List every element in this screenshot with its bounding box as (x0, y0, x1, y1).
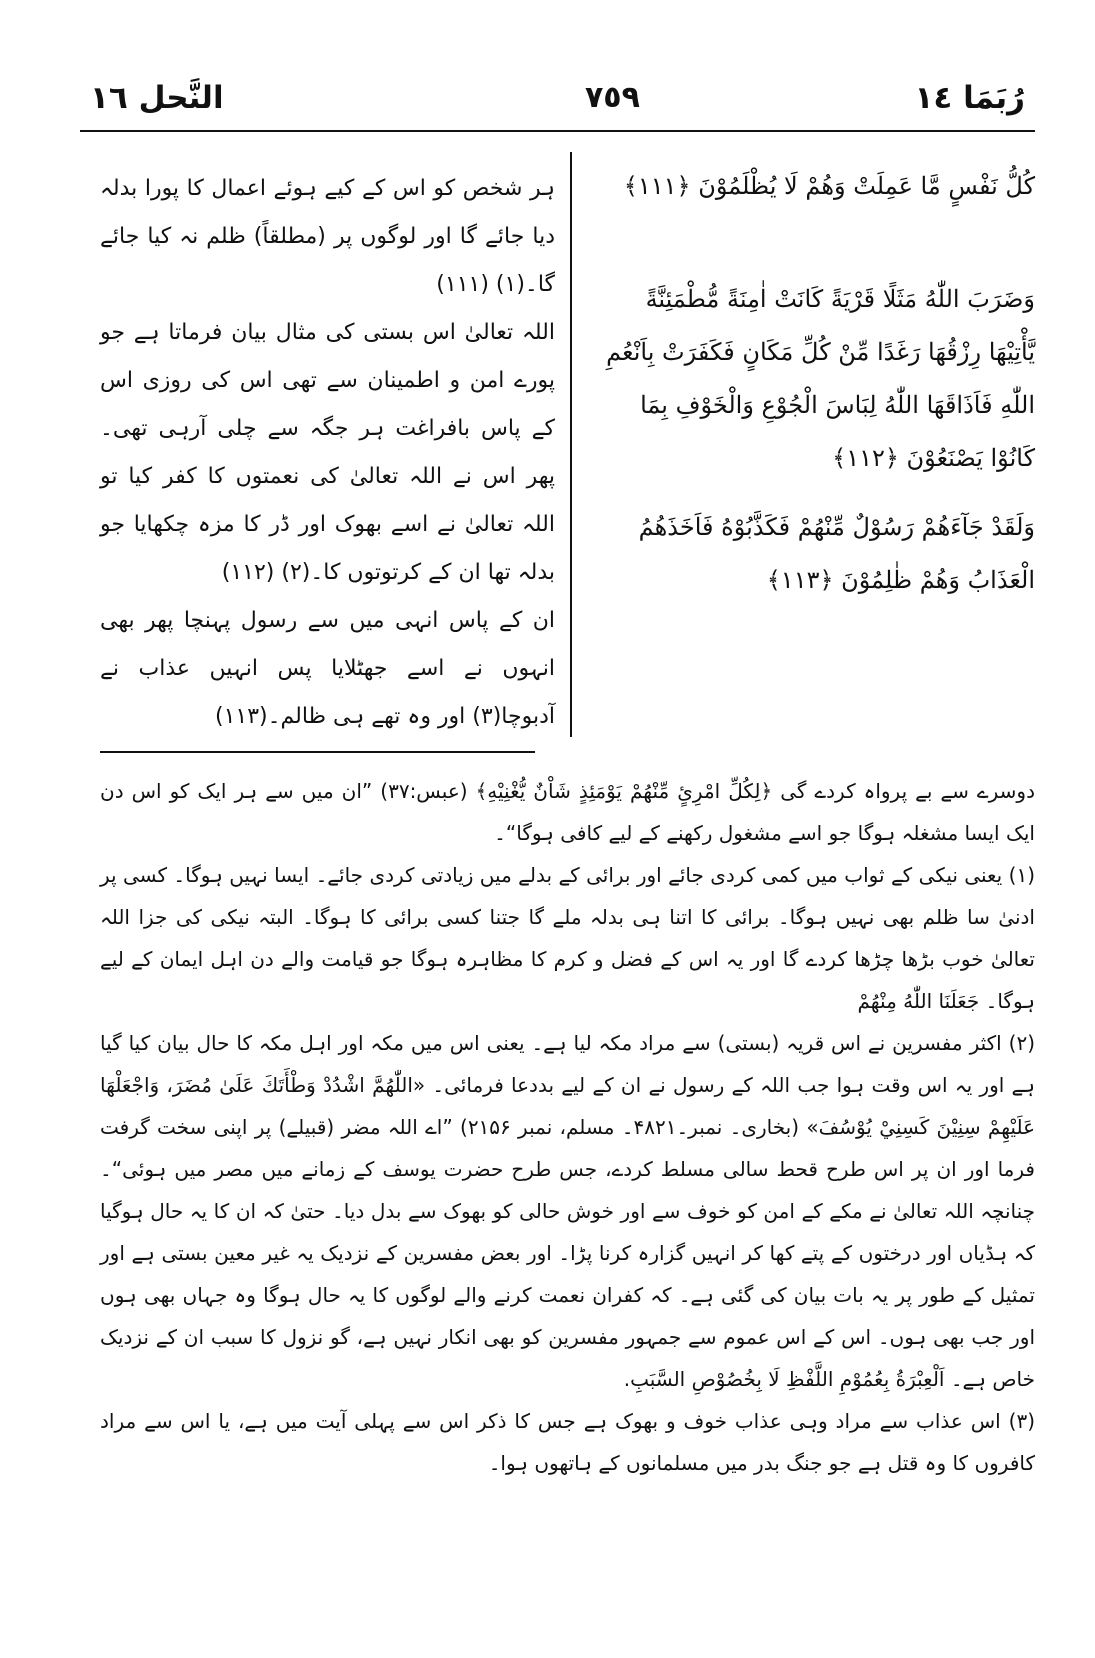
verse-112-translation: اللہ تعالیٰ اس بستی کی مثال بیان فرماتا ہے جو پورے امن و اطمینان سے تھی اس کی روزی اس کے پاس بافراغت ہر جگہ سے چلی آرہی تھی۔ پھر اس نے اللہ تعالیٰ کی نعمتوں کا کفر کیا تو اللہ تعالیٰ نے اسے بھوک اور ڈر کا مزہ چکھایا جو بدلہ تھا ان کے کرتوتوں کا۔(۲) (۱۱۲) (100, 320, 555, 585)
verse-113-translation: ان کے پاس انہی میں سے رسول پہنچا پھر بھی انہوں نے اسے جھٹلایا پس انہیں عذاب نے آدبوچا(۳) اور وہ تھے ہی ظالم۔(۱۱۳) (100, 608, 555, 729)
verse-111-arabic: كُلُّ نَفْسٍ مَّا عَمِلَتْ وَهُمْ لَا يُظْلَمُوْنَ ﴿١١١﴾ (623, 172, 1035, 200)
page-number: ٧٥٩ (585, 80, 640, 115)
page-header (80, 70, 1035, 132)
column-divider (570, 152, 572, 737)
footnote-3: (۳) اس عذاب سے مراد وہی عذاب خوف و بھوک ہے جس کا ذکر اس سے پہلی آیت میں ہے، یا اس سے مراد کافروں کا وہ قتل ہے جو جنگ بدر میں مسلمانوں کے ہاتھوں ہوا۔ (100, 1409, 1035, 1475)
surah-title: النَّحل ١٦ (90, 80, 224, 116)
footnotes (100, 770, 1035, 1484)
header-rule (80, 130, 1035, 132)
arabic-text-column (605, 160, 1035, 623)
para-title: رُبَمَا ١٤ (914, 80, 1025, 116)
footnote-rule (100, 751, 535, 753)
urdu-translation-column (100, 165, 555, 741)
footnote-continuation: دوسرے سے بے پرواہ کردے گی ﴿لِكُلِّ امْرِئٍ مِّنْهُمْ يَوْمَئِذٍ شَاْنٌ يُّغْنِيْهِ﴾ (عبس:۳۷) ”ان میں سے ہر ایک کو اس دن ایک ایسا مشغلہ ہوگا جو اسے مشغول رکھنے کے لیے کافی ہوگا“۔ (100, 779, 1035, 845)
verse-112-arabic: وَضَرَبَ اللّٰهُ مَثَلًا قَرْيَةً كَانَتْ اٰمِنَةً مُّطْمَئِنَّةً يَّأْتِيْهَا رِزْقُهَا رَغَدًا مِّنْ كُلِّ مَكَانٍ فَكَفَرَتْ بِاَنْعُمِ اللّٰهِ فَاَذَاقَهَا اللّٰهُ لِبَاسَ الْجُوْعِ وَالْخَوْفِ بِمَا كَانُوْا يَصْنَعُوْنَ ﴿١١٢﴾ (606, 285, 1035, 472)
verse-113-arabic: وَلَقَدْ جَآءَهُمْ رَسُوْلٌ مِّنْهُمْ فَكَذَّبُوْهُ فَاَخَذَهُمُ الْعَذَابُ وَهُمْ ظٰلِمُوْنَ ﴿١١٣﴾ (638, 513, 1035, 594)
verse-111-translation: ہر شخص کو اس کے کیے ہوئے اعمال کا پورا بدلہ دیا جائے گا اور لوگوں پر (مطلقاً) ظلم نہ کیا جائے گا۔(۱) (۱۱۱) (100, 176, 555, 297)
footnote-1: (۱) یعنی نیکی کے ثواب میں کمی کردی جائے اور برائی کے بدلے میں زیادتی کردی جائے۔ ایسا نہیں ہوگا۔ کسی پر ادنیٰ سا ظلم بھی نہیں ہوگا۔ برائی کا اتنا ہی بدلہ ملے گا جتنا کسی برائی کا ہوگا۔ البتہ نیکی کی جزا اللہ تعالیٰ خوب بڑھا چڑھا کردے گا اور یہ اس کے فضل و کرم کا مظاہرہ ہوگا جو قیامت والے دن اہل ایمان کے لیے ہوگا۔ جَعَلَنَا اللّٰهُ مِنْهُمْ (100, 863, 1035, 1013)
footnote-2: (۲) اکثر مفسرین نے اس قریہ (بستی) سے مراد مکہ لیا ہے۔ یعنی اس میں مکہ اور اہل مکہ کا حال بیان کیا گیا ہے اور یہ اس وقت ہوا جب اللہ کے رسول نے ان کے لیے بددعا فرمائی۔ «اللّٰهُمَّ اشْدُدْ وَطْأَتَكَ عَلَىٰ مُضَرَ، وَاجْعَلْهَا عَلَيْهِمْ سِنِيْنَ كَسِنِيْ يُوْسُفَ» (بخاری۔ نمبر۔۴۸۲۱۔ مسلم، نمبر ۲۱۵۶) ”اے اللہ مضر (قبیلے) پر اپنی سخت گرفت فرما اور ان پر اس طرح قحط سالی مسلط کردے، جس طرح حضرت یوسف کے زمانے میں مصر میں ہوئی“۔ چنانچہ اللہ تعالیٰ نے مکے کے امن کو خوف سے اور خوش حالی کو بھوک سے بدل دیا۔ حتیٰ کہ ان کا یہ حال ہوگیا کہ ہڈیاں اور درختوں کے پتے کھا کر انہیں گزارہ کرنا پڑا۔ اور بعض مفسرین کے نزدیک یہ غیر معین بستی ہے اور تمثیل کے طور پر یہ بات بیان کی گئی ہے۔ کہ کفران نعمت کرنے والے لوگوں کا یہ حال ہوگا وہ جہاں بھی ہوں اور جب بھی ہوں۔ اس کے اس عموم سے جمہور مفسرین کو بھی انکار نہیں ہے، گو نزول کا سبب ان کے نزدیک خاص ہے۔ اَلْعِبْرَةُ بِعُمُوْمِ اللَّفْظِ لَا بِخُصُوْصِ السَّبَبِ. (100, 1031, 1035, 1391)
